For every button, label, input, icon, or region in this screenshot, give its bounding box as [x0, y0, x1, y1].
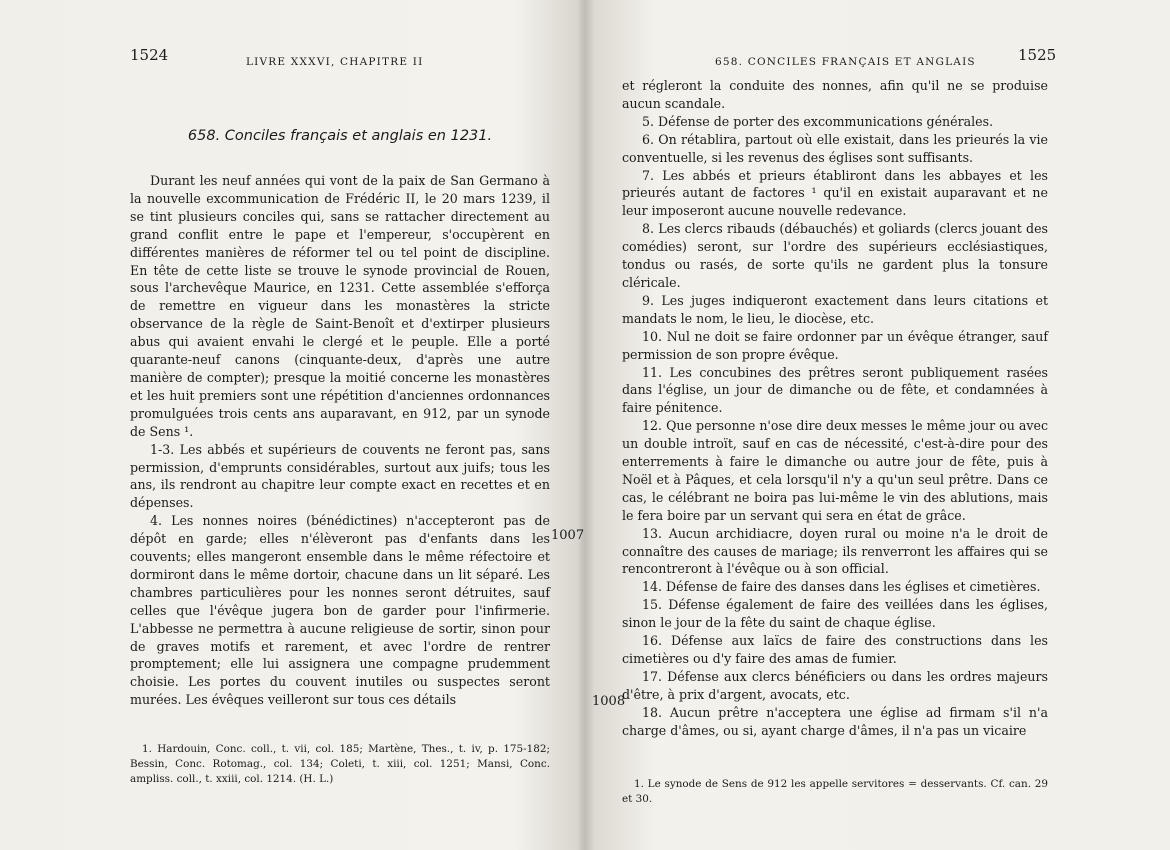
footnote-text: 1. Le synode de Sens de 912 les appelle servitores = desservants. Cf. can. 29 et 30.: [622, 778, 1048, 805]
paragraph: 10. Nul ne doit se faire ordonner par un évêque étranger, sauf permission de son propre évêque.: [622, 328, 1048, 362]
paragraph: 4. Les nonnes noires (bénédictines) n'accepteront pas de dépôt en garde; elles n'élèveront pas d'enfants dans les couvents; elles mangeront ensemble dans le même réfectoire et dormiront dans le même dortoir, chacune dans un lit séparé. Les chambres particulières pour les nonnes seront détruites, sauf celles que l'évêque jugera bon de garder pour l'infirmerie. L'abbesse ne permettra à aucune religieuse de sortir, sinon pour de graves motifs et rarement, et avec l'ordre de rentrer promptement; elle lui assignera une compagne prudemment choisie. Les portes du couvent inutiles ou suspectes seront murées. Les évêques veilleront sur tous ces détails: [130, 513, 550, 708]
page-number: 1525: [1018, 46, 1057, 64]
right-page: [585, 0, 1170, 850]
footnote: [130, 742, 550, 787]
paragraph: 7. Les abbés et prieurs établiront dans les abbayes et les prieurés autant de factores ¹ qu'il en existait auparavant et ne leur imposeront aucune nouvelle redevance.: [622, 167, 1048, 219]
paragraph: 12. Que personne n'ose dire deux messes le même jour ou avec un double introït, sauf en cas de nécessité, c'est-à-dire pour des enterrements à faire le dimanche ou autre jour de fête, puis à Noël et à Pâques, et cela lorsqu'il n'y a qu'un seul prêtre. Dans ce cas, le célébrant ne boira pas lui-même le vin des ablutions, mais le fera boire par un servant qui sera en état de grâce.: [622, 418, 1048, 523]
continuation-paragraph: et régleront la conduite des nonnes, afin qu'il ne se produise aucun scandale.: [622, 78, 1048, 111]
paragraph: 1-3. Les abbés et supérieurs de couvents ne feront pas, sans permission, d'emprunts considérables, surtout aux juifs; tous les ans, ils rendront au chapitre leur compte exact en recettes et en dépenses.: [130, 441, 550, 511]
body-text: [130, 172, 550, 709]
paragraph: 15. Défense également de faire des veillées dans les églises, sinon le jour de la fête du saint de chaque église.: [622, 597, 1048, 631]
paragraph: 17. Défense aux clercs bénéficiers ou dans les ordres majeurs d'être, à prix d'argent, avocats, etc.: [622, 668, 1048, 702]
footnote-text: 1. Hardouin, Conc. coll., t. vii, col. 185; Martène, Thes., t. iv, p. 175-182; Bessin, Conc. Rotomag., col. 134; Coleti, t. xiii, col. 1251; Mansi, Conc. ampliss. coll., t. xxiii, col. 1214. (H. L.): [130, 743, 550, 785]
paragraph: 14. Défense de faire des danses dans les églises et cimetières.: [642, 579, 1041, 595]
paragraph: 9. Les juges indiqueront exactement dans leurs citations et mandats le nom, le lieu, le diocèse, etc.: [622, 292, 1048, 326]
paragraph: 13. Aucun archidiacre, doyen rural ou moine n'a le droit de connaître des causes de mariage; ils renverront les affaires qui se rencontreront à l'évêque ou à son official.: [622, 525, 1048, 577]
paragraph: Durant les neuf années qui vont de la paix de San Germano à la nouvelle excommunication de Frédéric II, le 20 mars 1239, il se tint plusieurs conciles qui, sans se rattacher directement au grand conflit entre le pape et l'empereur, s'occupèrent en différentes manières de réformer tel ou tel point de discipline. En tête de cette liste se trouve le synode provincial de Rouen, sous l'archevêque Maurice, en 1231. Cette assemblée s'efforça de remettre en vigueur dans les monastères la stricte observance de la règle de Saint-Benoît et d'extirper plusieurs abus qui avaient envahi le clergé et le peuple. Elle a porté quarante-neuf canons (cinquante-deux, d'après une autre manière de compter); presque la moitié concerne les monastères et les huit premiers sont une répétition d'anciennes ordonnances promulguées trois cents ans auparavant, en 912, par un synode de Sens ¹.: [130, 173, 550, 439]
body-text: [622, 77, 1048, 740]
paragraph: 16. Défense aux laïcs de faire des constructions dans les cimetières ou d'y faire des amas de fumier.: [622, 633, 1048, 666]
paragraph: 8. Les clercs ribauds (débauchés) et goliards (clercs jouant des comédies) seront, sur l'ordre des supérieurs ecclésiastiques, tondus ou rasés, de sorte qu'ils ne gardent plus la tonsure cléricale.: [622, 221, 1048, 290]
page-number: 1524: [130, 46, 169, 64]
paragraph: 18. Aucun prêtre n'acceptera une église ad firmam s'il n'a charge d'âmes, ou si, ayant charge d'âmes, il n'a pas un vicaire: [622, 704, 1048, 738]
running-head: LIVRE XXXVI, CHAPITRE II: [246, 56, 424, 68]
running-head: 658. CONCILES FRANÇAIS ET ANGLAIS: [715, 56, 976, 68]
section-title: 658. Conciles français et anglais en 1231.: [187, 128, 493, 144]
paragraph: 11. Les concubines des prêtres seront publiquement rasées dans l'église, un jour de dimanche ou de fête, et condamnées à faire pénitence.: [622, 364, 1048, 416]
margin-page-reference: 1008: [592, 694, 626, 709]
margin-page-reference: 1007: [551, 528, 585, 543]
footnote: [622, 777, 1048, 807]
paragraph: 5. Défense de porter des excommunications générales.: [642, 113, 994, 129]
paragraph: 6. On rétablira, partout où elle existait, dans les prieurés la vie conventuelle, si les revenus des églises sont suffisants.: [622, 131, 1048, 165]
